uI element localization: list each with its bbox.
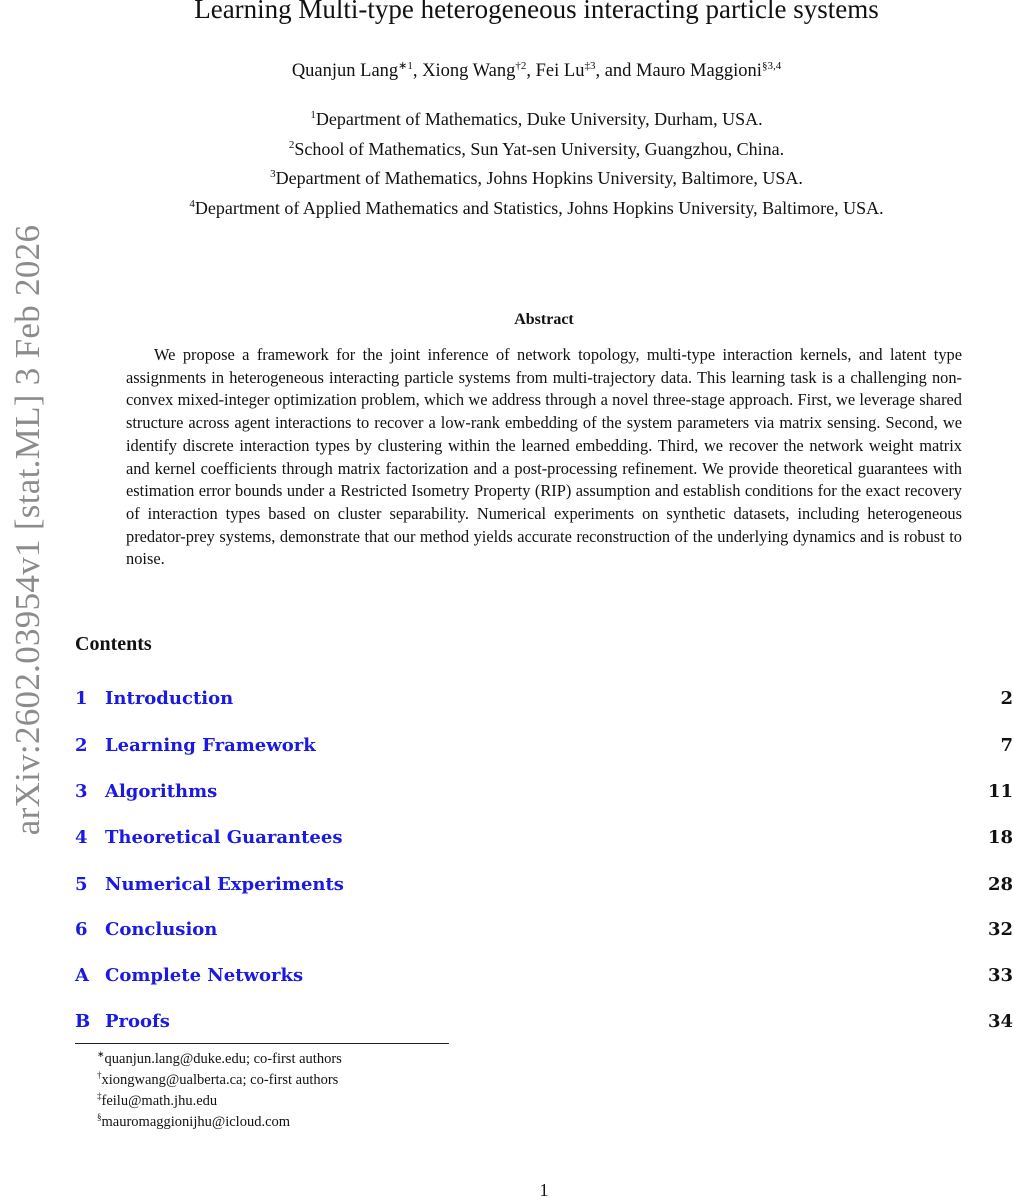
toc-entry-proofs[interactable] [75,1011,1013,1037]
author-mark: †2 [515,60,527,72]
toc-page: 32 [987,919,1013,940]
author-name: Xiong Wang [422,61,516,81]
toc-entry-learning-framework[interactable] [75,735,1013,761]
author-mark: §3,4 [761,60,782,72]
toc-page: 7 [1000,735,1013,756]
footnote-text: xiongwang@ualberta.ca; co-first authors [101,1072,339,1088]
toc-page: 33 [987,965,1013,986]
toc-entry-numerical-experiments[interactable] [75,874,1013,900]
affiliation [60,135,1013,165]
toc-page: 28 [987,874,1013,895]
toc-entry-conclusion[interactable] [75,919,1013,945]
toc-link[interactable]: Complete Networks [105,965,304,986]
author-separator: , and [595,61,637,81]
affiliation-mark: 4 [189,197,195,210]
toc-entry-introduction[interactable] [75,688,1013,714]
abstract-heading: Abstract [514,311,574,328]
author-mark: ∗1 [398,60,413,72]
contents-heading: Contents [75,633,152,655]
footnote [97,1112,342,1133]
toc-link[interactable]: Learning Framework [105,735,316,756]
affiliation [60,164,1013,194]
affiliation-text: Department of Applied Mathematics and Statistics, Johns Hopkins University, Baltimore, USA. [194,197,884,218]
affiliation-text: Department of Mathematics, Johns Hopkins University, Baltimore, USA. [275,168,803,188]
toc-page: 18 [987,827,1013,848]
footnote-text: feilu@math.jhu.edu [101,1093,218,1109]
footnote-text: quanjun.lang@duke.edu; co-first authors [104,1051,342,1067]
abstract-text: We propose a framework for the joint inference of network topology, multi-type interaction kernels, and latent type assignments in heterogeneous interacting particle systems from multi-trajectory data. This learning task is a challenging non-convex mixed-integer optimization problem, which we address through a novel three-stage approach. First, we leverage shared structure across agent interactions to recover a low-rank embedding of the system parameters via matrix sensing. Second, we identify discrete interaction types by clustering within the learned embedding. Third, we recover the network weight matrix and kernel coefficients through matrix factorization and a post-processing refinement. We provide theoretical guarantees with estimation error bounds under a Restricted Isometry Property (RIP) assumption and establish conditions for the exact recovery of interaction types based on cluster separability. Numerical experiments on synthetic datasets, including heterogeneous predator-prey systems, demonstrate that our method yields accurate reconstruction of the underlying dynamics and is robust to noise. [126,345,962,569]
toc-number[interactable]: 5 [75,874,88,895]
toc-page: 34 [987,1011,1013,1032]
toc-number[interactable]: B [75,1011,91,1032]
toc-page: 2 [1000,688,1013,709]
footnote [97,1070,342,1091]
footnote-mark: ∗ [97,1049,105,1059]
footnote [97,1091,342,1112]
toc-number[interactable]: 2 [75,735,88,756]
author-list [60,61,1013,82]
footnote-text: mauromaggionijhu@icloud.com [101,1114,291,1130]
affiliation-text: School of Mathematics, Sun Yat-sen University, Guangzhou, China. [294,138,785,159]
toc-link[interactable]: Conclusion [105,919,218,940]
toc-link[interactable]: Theoretical Guarantees [105,827,343,848]
author-separator: , [412,61,423,81]
author-name: Mauro Maggioni [636,61,762,81]
toc-number[interactable]: 4 [75,827,88,848]
paper-title: Learning Multi-type heterogeneous interacting particle systems [194,0,879,24]
affiliation-text: Department of Mathematics, Duke University, Durham, USA. [315,109,763,129]
toc-number[interactable]: 1 [75,688,88,709]
page-number: 1 [539,1180,549,1200]
footnote-mark: † [97,1070,102,1080]
affiliation [60,105,1013,135]
toc-link[interactable]: Introduction [105,688,234,709]
footnote [97,1049,342,1070]
author-name: Fei Lu [535,61,585,81]
arxiv-identifier: arXiv:2602.03954v1 [stat.ML] 3 Feb 2026 [8,224,47,836]
toc-entry-complete-networks[interactable] [75,965,1013,991]
toc-entry-algorithms[interactable] [75,781,1013,807]
toc-link[interactable]: Algorithms [105,781,218,802]
toc-entry-theoretical-guarantees[interactable] [75,827,1013,853]
toc-link[interactable]: Numerical Experiments [105,874,344,895]
affiliation-mark: 3 [270,168,276,180]
footnotes [97,1049,342,1133]
footnote-rule [75,1043,449,1044]
toc-number[interactable]: A [75,965,89,986]
footnote-mark: ‡ [97,1091,102,1101]
affiliation-mark: 1 [310,109,316,121]
affiliations [60,105,1013,223]
toc-number[interactable]: 3 [75,781,88,802]
toc-link[interactable]: Proofs [105,1011,170,1032]
author-mark: ‡3 [584,60,596,72]
toc-page: 11 [987,781,1013,802]
toc-number[interactable]: 6 [75,919,88,940]
footnote-mark: § [97,1112,102,1122]
affiliation [60,194,1013,224]
affiliation-mark: 2 [288,138,295,151]
author-name: Quanjun Lang [291,61,399,81]
author-separator: , [526,61,536,81]
